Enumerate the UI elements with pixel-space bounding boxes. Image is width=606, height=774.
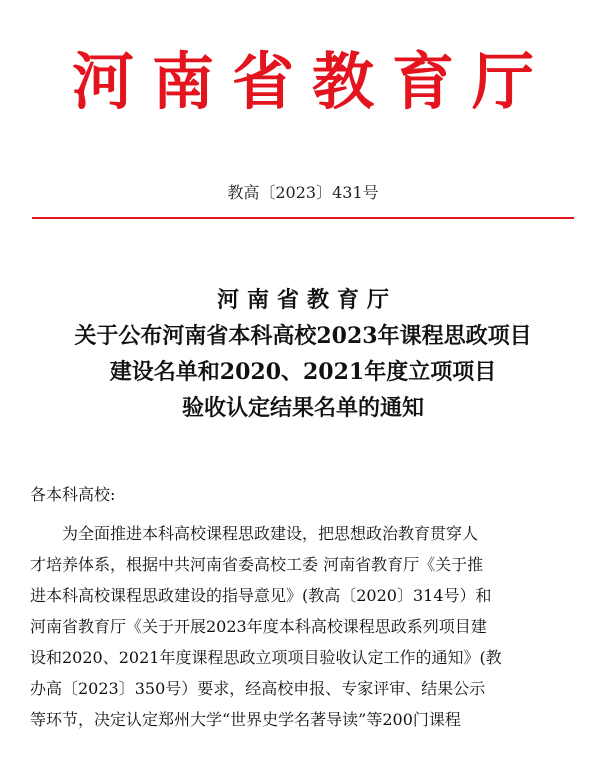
salutation: 各本科高校: xyxy=(30,485,116,504)
title-line: 验收认定结果名单的通知 xyxy=(181,395,424,421)
body-line: 为全面推进本科高校课程思政建设，把思想政治教育贯穿人 xyxy=(62,524,479,543)
agency-masthead: 河南省教育厅 xyxy=(71,45,552,118)
notice-title xyxy=(0,282,606,426)
body-line: 进本科高校课程思政建设的指导意见》(教高〔2020〕314号）和 xyxy=(30,586,492,605)
body-line: 办高〔2023〕350号）要求，经高校申报、专家评审、结果公示 xyxy=(30,679,486,698)
body-line: 设和2020、2021年度课程思政立项项目验收认定工作的通知》(教 xyxy=(30,648,502,667)
document-number: 教高〔2023〕431号 xyxy=(227,183,379,202)
body-paragraph xyxy=(30,518,580,735)
title-line: 建设名单和2020、2021年度立项项目 xyxy=(109,359,497,385)
body-line: 等环节，决定认定郑州大学“世界史学名著导读”等200门课程 xyxy=(30,710,461,729)
red-separator-line xyxy=(32,217,574,219)
title-line: 关于公布河南省本科高校2023年课程思政项目 xyxy=(74,323,532,349)
body-line: 才培养体系，根据中共河南省委高校工委 河南省教育厅《关于推 xyxy=(30,555,484,574)
body-line: 河南省教育厅《关于开展2023年度本科高校课程思政系列项目建 xyxy=(30,617,487,636)
title-line: 河南省教育厅 xyxy=(216,287,397,313)
